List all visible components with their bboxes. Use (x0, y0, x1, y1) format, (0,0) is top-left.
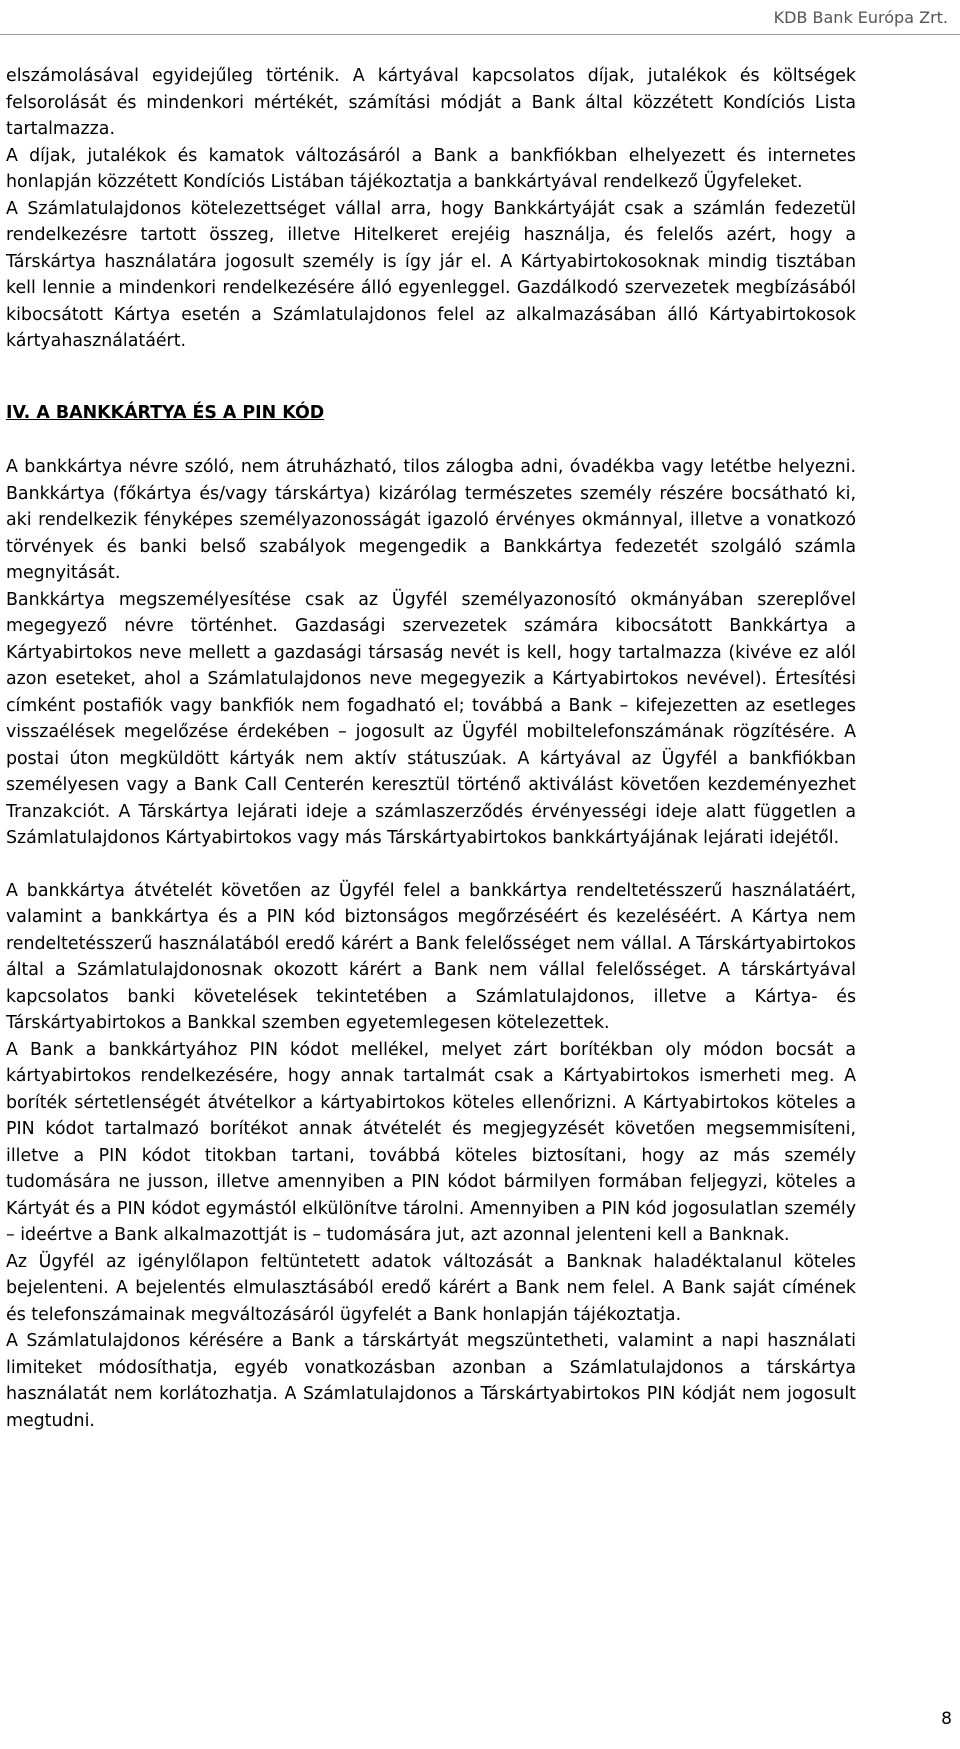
paragraph: A bankkártya átvételét követően az Ügyfél felel a bankkártya rendeltetésszerű használatáért, valamint a bankkártya és a PIN kód biztonságos megőrzéséért és kezeléséért. A Kártya nem rendeltetésszerű használatából eredő kárért a Bank felelősséget nem vállal. A Társkártyabirtokos által a Számlatulajdonosnak okozott kárért a Bank nem vállal felelősséget. A társkártyával kapcsolatos banki követelések tekintetében a Számlatulajdonos, illetve a Kártya- és Társkártyabirtokos a Bankkal szemben egyetemlegesen kötelezettek. (6, 880, 856, 1033)
spacer (6, 355, 856, 400)
paragraph: Az Ügyfél az igénylőlapon feltüntetett adatok változását a Banknak haladéktalanul köteles bejelenteni. A bejelentés elmulasztásából eredő kárért a Bank nem felel. A Bank saját címének és telefonszámainak megváltozásáról ügyfelét a Bank honlapján tájékoztatja. (6, 1251, 856, 1325)
page-number: 8 (941, 1709, 952, 1729)
paragraph: A Bank a bankkártyához PIN kódot mellékel, melyet zárt borítékban oly módon bocsát a kártyabirtokos rendelkezésére, hogy annak tartalmát csak a Kártyabirtokos ismerheti meg. A boríték sértetlenségét átvételkor a kártyabirtokos köteles ellenőrizni. A Kártyabirtokos köteles a PIN kódot tartalmazó borítékot annak átvételét és megjegyzését követően megsemmisíteni, illetve a PIN kódot titokban tartani, továbbá köteles biztosítani, hogy az más személy tudomására ne jusson, illetve amennyiben a PIN kódot bármilyen formában feljegyzi, köteles a Kártyát és a PIN kódot egymástól elkülönítve tárolni. Amennyiben a PIN kód jogosulatlan személy – ideértve a Bank alkalmazottját is – tudomására jut, azt azonnal jelenteni kell a Banknak. (6, 1039, 856, 1245)
paragraph: elszámolásával egyidejűleg történik. A kártyával kapcsolatos díjak, jutalékok és költségek felsorolását és mindenkori mértékét, számítási módját a Bank által közzétett Kondíciós Lista tartalmazza. (6, 66, 856, 139)
section-heading: IV. A BANKKÁRTYA ÉS A PIN KÓD (6, 402, 325, 423)
document-body (6, 63, 856, 1434)
paragraph: A bankkártya névre szóló, nem átruházható, tilos zálogba adni, óvadékba vagy letétbe helyezni. Bankkártya (főkártya és/vagy társkártya) kizárólag természetes személy részére bocsátható ki, aki rendelkezik fényképes személyazonosságát igazoló érvényes okmánnyal, illetve a vonatkozó törvények és banki belső szabályok megengedik a Bankkártya fedezetét szolgáló számla megnyitását. (6, 457, 856, 583)
header-company-name: KDB Bank Európa Zrt. (773, 8, 948, 27)
spacer (6, 852, 856, 878)
header-divider (0, 34, 960, 35)
page-header (0, 0, 960, 36)
paragraph: Bankkártya megszemélyesítése csak az Ügyfél személyazonosító okmányában szereplővel megegyező névre történhet. Gazdasági szervezetek számára kibocsátott Bankkártya a Kártyabirtokos neve mellett a gazdasági társaság nevét is kell, hogy tartalmazza (kivéve ez alól azon eseteket, ahol a Számlatulajdonos neve megegyezik a Kártyabirtokos nevével). Értesítési címként postafiók vagy bankfiók nem fogadható el; továbbá a Bank – kifejezetten az esetleges visszaélések megelőzése érdekében – jogosult az Ügyfél mobiltelefonszámának rögzítésére. A postai úton megküldött kártyák nem aktív státuszúak. A kártyával az Ügyfél a bankfiókban személyesen vagy a Bank Call Centerén keresztül történő aktiválást követően kezdeményezhet Tranzakciót. A Társkártya lejárati ideje a számlaszerződés érvényességi ideje alatt független a Számlatulajdonos Kártyabirtokos vagy más Társkártyabirtokos bankkártyájának lejárati idejétől. (6, 589, 856, 848)
paragraph: A Számlatulajdonos kötelezettséget vállal arra, hogy Bankkártyáját csak a számlán fedezetül rendelkezésre tartott összeg, illetve Hitelkeret erejéig használja, és felelős azért, hogy a Társkártya használatára jogosult személy is így jár el. A Kártyabirtokosoknak mindig tisztában kell lennie a mindenkori rendelkezésére álló egyenleggel. Gazdálkodó szervezetek megbízásából kibocsátott Kártya esetén a Számlatulajdonos felel az alkalmazásában álló Kártyabirtokosok kártyahasználatáért. (6, 198, 856, 351)
spacer (6, 426, 856, 454)
paragraph: A díjak, jutalékok és kamatok változásáról a Bank a bankfiókban elhelyezett és internetes honlapján közzétett Kondíciós Listában tájékoztatja a bankkártyával rendelkező Ügyfeleket. (6, 145, 856, 192)
paragraph: A Számlatulajdonos kérésére a Bank a társkártyát megszüntetheti, valamint a napi használati limiteket módosíthatja, egyéb vonatkozásban azonban a Számlatulajdonos a társkártya használatát nem korlátozhatja. A Számlatulajdonos a Társkártyabirtokos PIN kódját nem jogosult megtudni. (6, 1331, 856, 1431)
